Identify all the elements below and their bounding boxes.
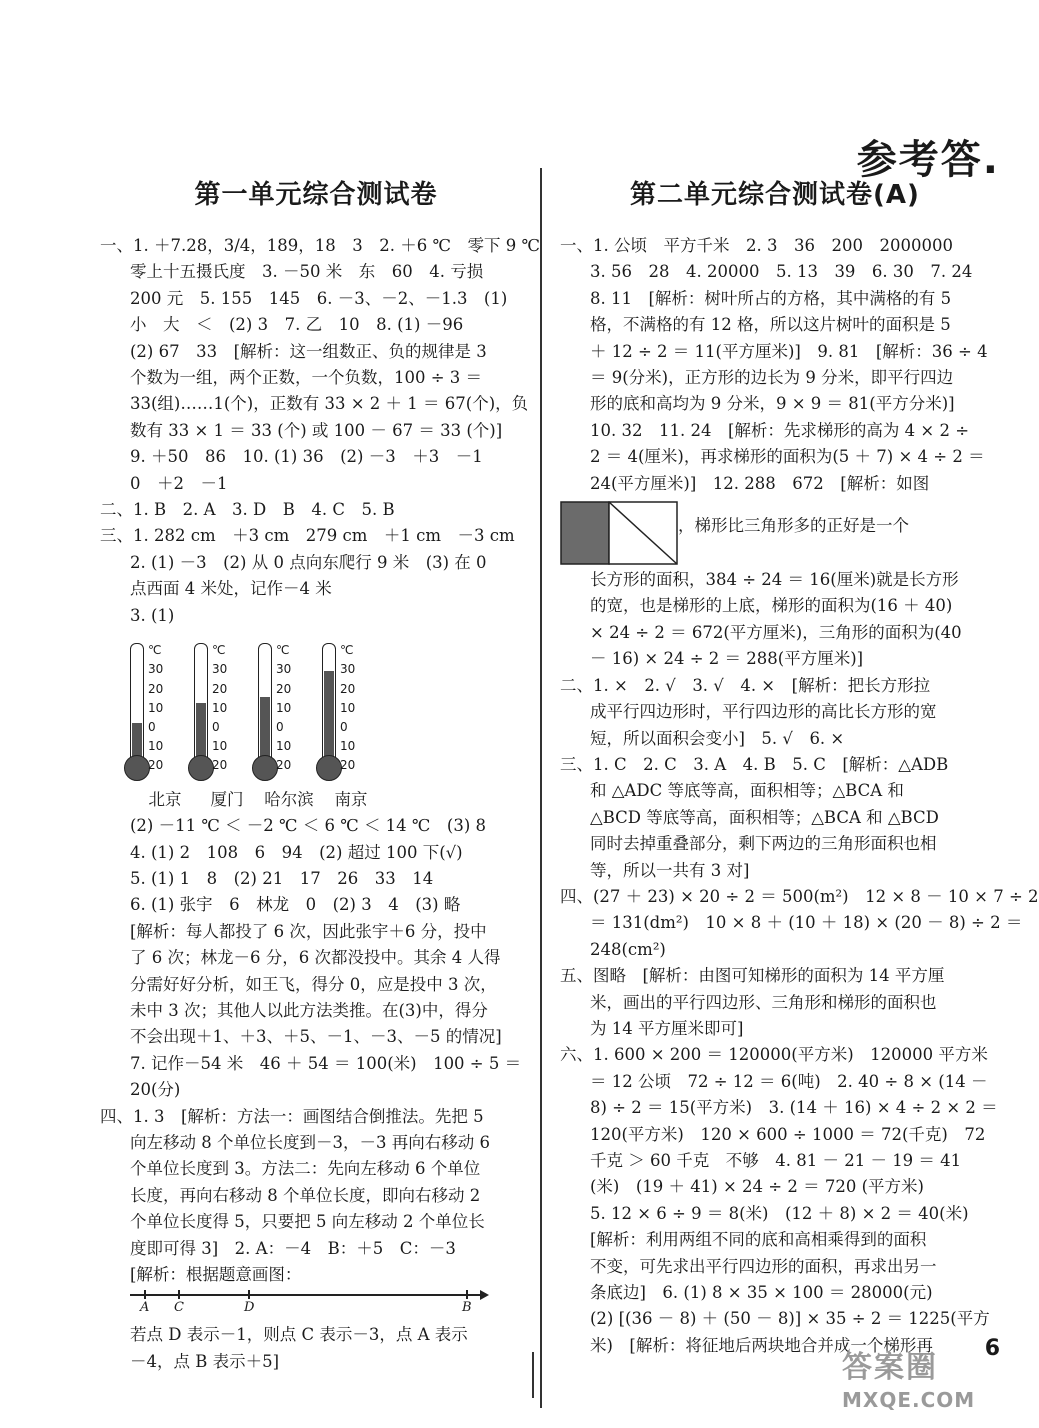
thermometer-level xyxy=(196,703,206,762)
answer-line: [解析：每人都投了 6 次，因此张宇＋6 分，投中 xyxy=(130,921,487,941)
right-section-a xyxy=(560,233,990,497)
answer-line: 120(平方米) 120 × 600 ÷ 1000 ＝ 72(千克) 72 xyxy=(590,1124,986,1144)
thermometer-level xyxy=(324,671,334,762)
answer-line: 度即可得 3] 2. A：－4 B：＋5 C：－3 xyxy=(130,1238,456,1258)
number-line-label-d: D xyxy=(244,1300,255,1316)
thermometer-icon xyxy=(130,633,190,781)
answer-line: 五、图略 [解析：由图可知梯形的面积为 14 平方厘 xyxy=(560,966,945,986)
answer-line: (2) [(36 － 8) ＋ (50 － 8)] × 35 ÷ 2 ＝ 1225(平方 xyxy=(590,1309,990,1329)
city-label: 北京 xyxy=(148,790,182,810)
scale-tick-label: 10 xyxy=(212,700,228,715)
scale-tick-label: 20 xyxy=(340,681,356,696)
number-line-label-c: C xyxy=(174,1300,184,1316)
scale-tick-label: 10 xyxy=(148,739,164,754)
answer-line: 200 元 5. 155 145 6. －3、－2、－1.3 (1) xyxy=(130,288,508,308)
thermometer-city-labels xyxy=(100,787,532,813)
scale-tick-label: 30 xyxy=(212,662,228,677)
thermometer-scale xyxy=(212,641,227,775)
number-line-tick xyxy=(248,1290,250,1299)
answer-line: 5. 12 × 6 ÷ 9 ＝ 8(米) (12 ＋ 8) × 2 ＝ 40(米) xyxy=(590,1203,969,1223)
scale-tick-label: 20 xyxy=(212,758,228,773)
answer-line: 短，所以面积会变小] 5. √ 6. × xyxy=(590,728,845,748)
answer-line: 长度，再向右移动 8 个单位长度，即向右移动 2 xyxy=(130,1185,481,1205)
answer-line: 米，画出的平行四边形、三角形和梯形的面积也 xyxy=(590,992,937,1012)
answer-line: ＝ 9(分米)，正方形的边长为 9 分米，即平行四边 xyxy=(590,368,954,388)
answer-line: [解析：根据题意画图： xyxy=(130,1265,302,1284)
city-label: 哈尔滨 xyxy=(264,790,314,810)
answer-line: △BCD 等底等高，面积相等；△BCA 和 △BCD xyxy=(590,807,939,827)
thermometer-icon xyxy=(322,633,382,781)
scale-tick-label: 30 xyxy=(148,662,164,677)
answer-line: 和 △ADC 等底等高，面积相等；△BCA 和 xyxy=(590,781,904,801)
answer-line: 不变，可先求出平行四边形的面积，再求出另一 xyxy=(590,1256,937,1276)
number-line-label-b: B xyxy=(462,1300,472,1316)
answer-line: 不会出现＋1、＋3、＋5、－1、－3、－5 的情况] xyxy=(130,1027,502,1047)
answer-line: ＋ 12 ÷ 2 ＝ 11(平方厘米)] 9. 81 [解析：36 ÷ 4 xyxy=(590,341,988,361)
number-line-tick xyxy=(466,1290,468,1299)
trapezoid-figure-row xyxy=(560,501,990,565)
answer-line: 小 大 ＜ (2) 3 7. 乙 10 8. (1) －96 xyxy=(130,315,464,335)
figure-caption-text: ，梯形比三角形多的正好是一个 xyxy=(678,516,909,536)
thermometer-bulb xyxy=(316,755,342,781)
answer-line: 千克 ＞ 60 千克 不够 4. 81 － 21 － 19 ＝ 41 xyxy=(590,1151,962,1170)
thermometer-bulb xyxy=(124,755,150,781)
answer-line: 3. (1) xyxy=(130,605,175,625)
scale-tick-label: 10 xyxy=(340,739,356,754)
number-line-axis xyxy=(130,1294,484,1296)
answer-line: 形的底和高均为 9 分米，9 × 9 ＝ 81(平方分米)] xyxy=(590,394,955,414)
number-line-arrow-icon xyxy=(480,1290,489,1300)
scale-tick-label: 0 xyxy=(276,719,284,734)
answer-line: 8. 11 [解析：树叶所占的方格，其中满格的有 5 xyxy=(590,288,952,308)
scale-tick-label: 30 xyxy=(276,662,292,677)
answer-line: [解析：利用两组不同的底和高相乘得到的面积 xyxy=(590,1230,927,1250)
answer-line: 个数为一组，两个正数，一个负数，100 ÷ 3 ＝ xyxy=(130,368,483,388)
number-line-figure xyxy=(130,1288,490,1322)
answer-line: 7. 记作－54 米 46 ＋ 54 ＝ 100(米) 100 ÷ 5 ＝ xyxy=(130,1053,522,1073)
right-column xyxy=(560,170,1039,1359)
thermometer-tube xyxy=(258,643,272,763)
scale-tick-label: 10 xyxy=(148,700,164,715)
answer-key-title: 参考答. xyxy=(856,137,1000,183)
answer-line: 24(平方厘米)] 12. 288 672 [解析：如图 xyxy=(590,473,930,493)
answer-line: 了 6 次；林龙－6 分，6 次都没投中。其余 4 人得 xyxy=(130,948,501,968)
answer-line: 4. (1) 2 108 6 94 (2) 超过 100 下(√) xyxy=(130,842,463,862)
answer-line: 248(cm²) xyxy=(590,939,666,959)
rectangle-triangle-figure xyxy=(560,501,678,565)
number-line-tick xyxy=(144,1290,146,1299)
answer-line: 为 14 平方厘米即可] xyxy=(590,1018,744,1038)
left-section-a xyxy=(100,233,540,629)
answer-line: 格，不满格的有 12 格，所以这片树叶的面积是 5 xyxy=(590,315,951,335)
scale-tick-label: 20 xyxy=(148,681,164,696)
answer-line: 一、1. ＋7.28，3/4，189，18 3 2. ＋6 ℃ 零下 9 ℃ xyxy=(100,236,540,255)
answer-line: 二、1. B 2. A 3. D B 4. C 5. B xyxy=(100,500,395,520)
answer-line: 向左移动 8 个单位长度到－3，－3 再向右移动 6 xyxy=(130,1132,490,1152)
answer-line: 33(组)……1(个)，正数有 33 × 2 ＋ 1 ＝ 67(个)，负 xyxy=(130,394,529,414)
left-column-title: 第一单元综合测试卷 xyxy=(194,180,438,210)
left-section-b xyxy=(100,813,532,1288)
answer-line: 四、(27 ＋ 23) × 20 ÷ 2 ＝ 500(m²) 12 × 8 － 10 × 7 ÷ 2 xyxy=(560,886,1039,906)
thermometer-icon xyxy=(258,633,318,781)
right-column-title: 第二单元综合测试卷(A) xyxy=(630,180,920,210)
scale-tick-label: ℃ xyxy=(212,643,226,658)
answer-line: × 24 ÷ 2 ＝ 672(平方厘米)，三角形的面积为(40 xyxy=(590,622,962,642)
answer-line: － 16) × 24 ÷ 2 ＝ 288(平方厘米)] xyxy=(590,649,864,669)
answer-line: 等，所以一共有 3 对] xyxy=(590,860,750,880)
scale-tick-label: 20 xyxy=(212,681,228,696)
answer-line: 成平行四边形时，平行四边形的高比长方形的宽 xyxy=(590,702,937,722)
answer-line: 未中 3 次；其他人以此方法类推。在(3)中，得分 xyxy=(130,1000,488,1020)
answer-line: 10. 32 11. 24 [解析：先求梯形的高为 4 × 2 ÷ xyxy=(590,420,970,440)
answer-line: 二、1. × 2. √ 3. √ 4. × [解析：把长方形拉 xyxy=(560,675,931,695)
answer-line: 四、1. 3 [解析：方法一：画图结合倒推法。先把 5 xyxy=(100,1106,484,1126)
answer-line: ＝ 131(dm²) 10 × 8 ＋ (10 ＋ 18) × (20 － 8) ÷ 2 ＝ xyxy=(590,913,1023,933)
city-label: 南京 xyxy=(334,790,368,810)
answer-line: 三、1. C 2. C 3. A 4. B 5. C [解析：△ADB xyxy=(560,754,949,774)
answer-line: 零上十五摄氏度 3. －50 米 东 60 4. 亏损 xyxy=(130,262,484,282)
answer-line: 20(分) xyxy=(130,1080,181,1100)
answer-line: (2) －11 ℃ ＜ －2 ℃ ＜ 6 ℃ ＜ 14 ℃ (3) 8 xyxy=(130,816,486,836)
answer-line: 9. ＋50 86 10. (1) 36 (2) －3 ＋3 －1 xyxy=(130,447,483,467)
scale-tick-label: 20 xyxy=(340,758,356,773)
answer-line: 个单位长度得 5，只要把 5 向左移动 2 个单位长 xyxy=(130,1212,485,1232)
answer-line: (米) (19 ＋ 41) × 24 ÷ 2 ＝ 720 (平方米) xyxy=(590,1177,924,1197)
answer-line: 3. 56 28 4. 20000 5. 13 39 6. 30 7. 24 xyxy=(590,262,973,282)
scale-tick-label: 20 xyxy=(276,681,292,696)
scale-tick-label: 10 xyxy=(276,700,292,715)
answer-line: －4，点 B 表示＋5] xyxy=(130,1351,280,1371)
scale-tick-label: 10 xyxy=(340,700,356,715)
page-edge-mark xyxy=(532,1352,534,1398)
watermark-logo xyxy=(842,1342,992,1422)
answer-line: 2. (1) －3 (2) 从 0 点向东爬行 9 米 (3) 在 0 xyxy=(130,552,487,572)
scale-tick-label: 10 xyxy=(212,739,228,754)
city-label: 厦门 xyxy=(210,790,244,810)
answer-line: 点西面 4 米处，记作－4 米 xyxy=(130,579,332,599)
scale-tick-label: ℃ xyxy=(340,643,354,658)
number-line-tick xyxy=(178,1290,180,1299)
scale-tick-label: 20 xyxy=(148,758,164,773)
scale-tick-label: 10 xyxy=(276,739,292,754)
answer-line: 同时去掉重叠部分，剩下两边的三角形面积也相 xyxy=(590,834,937,854)
thermometer-icon xyxy=(194,633,254,781)
answer-line: 6. (1) 张宇 6 林龙 0 (2) 3 4 (3) 略 xyxy=(130,895,461,915)
left-section-c xyxy=(100,1322,532,1375)
answer-line: 0 ＋2 －1 xyxy=(130,473,228,493)
answer-line: 8) ÷ 2 ＝ 15(平方米) 3. (14 ＋ 16) × 4 ÷ 2 × 2 ＝ xyxy=(590,1098,998,1118)
answer-line: 2 ＝ 4(厘米)，再求梯形的面积为(5 ＋ 7) × 4 ÷ 2 ＝ xyxy=(590,447,985,467)
answer-line: 分需好好分析，如王飞，得分 0，应是投中 3 次， xyxy=(130,974,497,994)
scale-tick-label: 0 xyxy=(212,719,220,734)
column-divider xyxy=(540,168,542,1408)
answer-line: 的宽，也是梯形的上底，梯形的面积为(16 ＋ 40) xyxy=(590,596,953,616)
answer-line: 若点 D 表示－1，则点 C 表示－3，点 A 表示 xyxy=(130,1325,468,1345)
number-line-label-a: A xyxy=(140,1300,150,1316)
thermometer-bulb xyxy=(188,755,214,781)
answer-line: 5. (1) 1 8 (2) 21 17 26 33 14 xyxy=(130,868,434,888)
answer-line: ＝ 12 公顷 72 ÷ 12 ＝ 6(吨) 2. 40 ÷ 8 × (14 － xyxy=(590,1071,988,1091)
scale-tick-label: 20 xyxy=(276,758,292,773)
answer-line: 一、1. 公顷 平方千米 2. 3 36 200 2000000 xyxy=(560,236,953,255)
thermometer-scale xyxy=(148,641,163,775)
thermometer-tube xyxy=(130,643,144,763)
thermometer-tube xyxy=(322,643,336,763)
answer-line: 六、1. 600 × 200 ＝ 120000(平方米) 120000 平方米 xyxy=(560,1045,988,1065)
answer-line: 个单位长度到 3。方法二：先向左移动 6 个单位 xyxy=(130,1159,481,1179)
thermometer-bulb xyxy=(252,755,278,781)
answer-line: (2) 67 33 [解析：这一组数正、负的规律是 3 xyxy=(130,341,487,361)
answer-line: 长方形的面积，384 ÷ 24 ＝ 16(厘米)就是长方形 xyxy=(590,570,959,590)
scale-tick-label: 0 xyxy=(340,719,348,734)
scale-tick-label: ℃ xyxy=(276,643,290,658)
page-number: 6 xyxy=(984,1336,1000,1361)
left-column xyxy=(100,170,540,1375)
answer-line: 数有 33 × 1 ＝ 33 (个) 或 100 － 67 ＝ 33 (个)] xyxy=(130,420,503,440)
thermometer-scale xyxy=(276,641,291,775)
thermometer-tube xyxy=(194,643,208,763)
watermark-logo-text: 答案圈 xyxy=(842,1350,938,1385)
thermometer-scale xyxy=(340,641,355,775)
thermometer-level xyxy=(260,697,270,762)
answer-line: 三、1. 282 cm ＋3 cm 279 cm ＋1 cm －3 cm xyxy=(100,526,515,546)
watermark-url: MXQE.COM xyxy=(842,1388,976,1412)
scale-tick-label: 30 xyxy=(340,662,356,677)
answer-line: 条底边] 6. (1) 8 × 35 × 100 ＝ 28000(元) xyxy=(590,1283,933,1303)
thermometer-figure xyxy=(100,633,532,781)
scale-tick-label: ℃ xyxy=(148,643,162,658)
answer-line: 米) [解析：将征地后两块地合并成一个梯形再 xyxy=(590,1335,933,1355)
scale-tick-label: 0 xyxy=(148,719,156,734)
right-section-b xyxy=(560,567,1039,1359)
